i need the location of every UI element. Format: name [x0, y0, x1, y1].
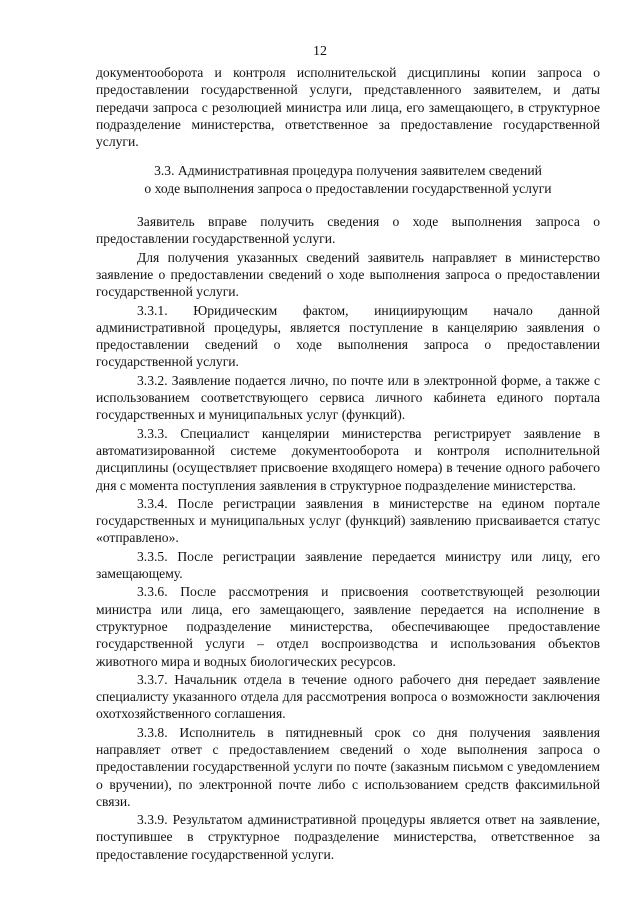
section-heading-line-2: о ходе выполнения запроса о предоставлении государственной услуги — [144, 180, 552, 196]
paragraph-3-3-4: 3.3.4. После регистрации заявления в министерстве на едином портале государственных и муниципальных услуг (функций) заявлению присваивается статус «отправлено». — [96, 495, 600, 546]
paragraph-3-3-9: 3.3.9. Результатом административной процедуры является ответ на заявление, поступившее в структурное подразделение министерства, ответственное за предоставление государственной услуги. — [96, 812, 600, 862]
section-heading — [96, 162, 600, 197]
paragraph-applicant-right: Заявитель вправе получить сведения о ходе выполнения запроса о предоставлении государственной услуги. — [96, 214, 600, 247]
paragraph-request-procedure: Для получения указанных сведений заявитель направляет в министерство заявление о предоставлении сведений о ходе выполнения запроса о предоставлении государственной услуги. — [96, 249, 600, 300]
document-body — [96, 64, 600, 863]
paragraph-3-3-3: 3.3.3. Специалист канцелярии министерства регистрирует заявление в автоматизированной системе документооборота и контроля исполнительной дисциплины (осуществляет присвоение входящего номера) в течение одного рабочего дня с момента поступления заявления в структурное подразделение министерства. — [96, 425, 600, 493]
paragraph-3-3-2: 3.3.2. Заявление подается лично, по почте или в электронной форме, а также с использованием соответствующего сервиса личного кабинета единого портала государственных и муниципальных услуг (функций). — [96, 372, 600, 423]
section-heading-line-1: 3.3. Административная процедура получения заявителем сведений — [154, 163, 542, 179]
paragraph-3-3-5: 3.3.5. После регистрации заявление передается министру или лицу, его замещающему. — [96, 548, 600, 582]
paragraph-3-3-1: 3.3.1. Юридическим фактом, инициирующим начало данной административной процедуры, является поступление в канцелярию заявления о предоставлении сведений о ходе выполнения запроса о предоставлении государственной услуги. — [96, 302, 600, 370]
intro-paragraph: документооборота и контроля исполнительской дисциплины копии запроса о предоставлении государственной услуги, представленного заявителем, и даты передачи запроса с резолюцией министра или лица, его замещающего, в структурное подразделение министерства, ответственное за предоставление государственной услуги. — [96, 65, 600, 150]
page-number: 12 — [313, 44, 327, 59]
paragraph-3-3-8: 3.3.8. Исполнитель в пятидневный срок со дня получения заявления направляет ответ с предоставлением сведений о ходе выполнения запроса о предоставлении государственной услуги по почте (заказным письмом с уведомлением о вручении), по электронной почте либо с использованием средств факсимильной связи. — [96, 724, 600, 809]
paragraph-3-3-6: 3.3.6. После рассмотрения и присвоения соответствующей резолюции министра или лица, его замещающего, заявление передается на исполнение в структурное подразделение министерства, обеспечивающее предоставление государственной услуги – отдел воспроизводства и использования объектов животного мира и водных биологических ресурсов. — [96, 584, 600, 669]
paragraph-3-3-7: 3.3.7. Начальник отдела в течение одного рабочего дня передает заявление специалисту указанного отдела для рассмотрения вопроса о возможности заключения охотхозяйственного соглашения. — [96, 671, 600, 722]
